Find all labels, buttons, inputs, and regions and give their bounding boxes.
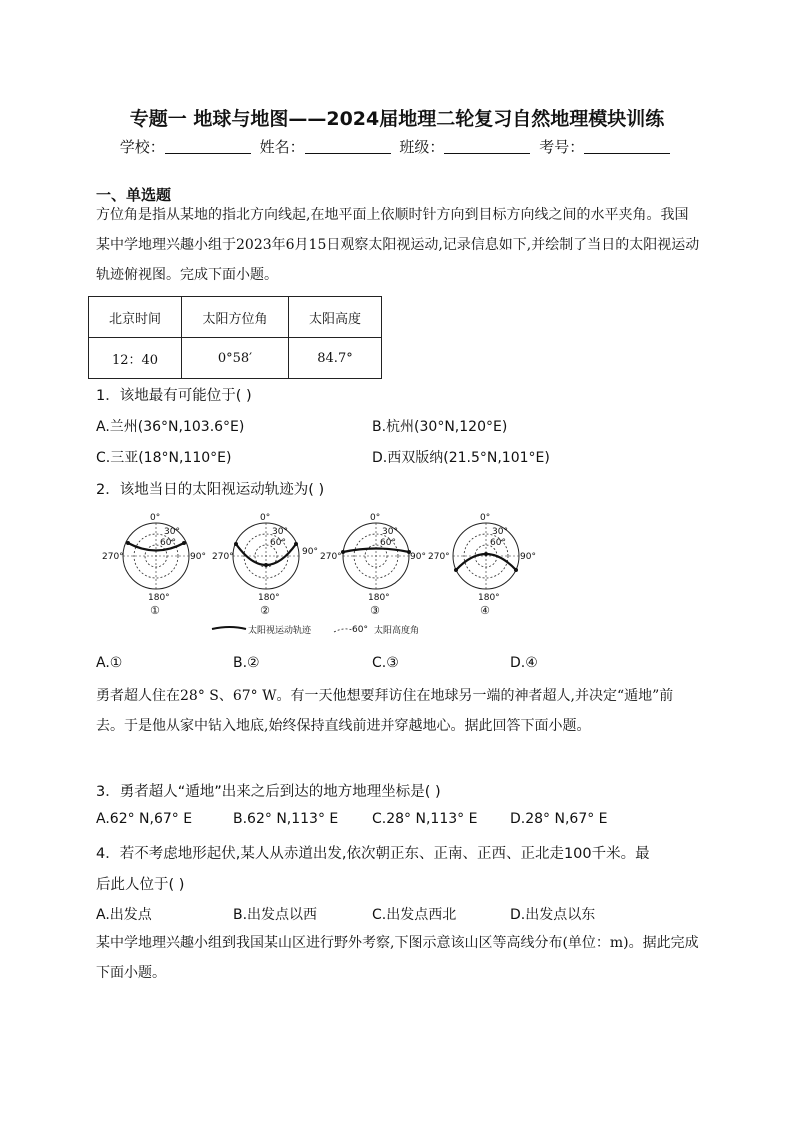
outer-ring-label: 60° bbox=[380, 538, 396, 548]
intro-paragraph-3: 某中学地理兴趣小组到我国某山区进行野外考察,下图示意该山区等高线分布(单位：m)。据此完成下面小题。 bbox=[96, 935, 699, 981]
inner-ring-label: 30° bbox=[272, 527, 288, 537]
q4-option-d[interactable]: D.出发点以东 bbox=[510, 907, 596, 923]
sun-path-diagrams bbox=[102, 508, 542, 644]
question-4-stem-line2: 后此人位于( ) bbox=[96, 877, 185, 893]
west-label: 270° bbox=[320, 552, 342, 562]
east-label: 90° bbox=[190, 552, 206, 562]
school-blank[interactable] bbox=[165, 139, 251, 154]
outer-ring-label: 60° bbox=[270, 538, 286, 548]
q3-option-d[interactable]: D.28° N,67° E bbox=[510, 811, 608, 827]
exam-number-label: 考号： bbox=[539, 138, 585, 156]
question-4-stem-line1: 4．若不考虑地形起伏,某人从赤道出发,依次朝正东、正南、正西、正北走100千米。最 bbox=[96, 846, 650, 862]
south-label: 180° bbox=[478, 593, 500, 603]
q3-option-b[interactable]: B.62° N,113° E bbox=[233, 811, 339, 827]
west-label: 270° bbox=[212, 552, 234, 562]
q1-option-d[interactable]: D.西双版纳(21.5°N,101°E) bbox=[372, 450, 550, 466]
table-header-row bbox=[89, 297, 382, 338]
observation-table bbox=[88, 296, 382, 379]
q3-option-c[interactable]: C.28° N,113° E bbox=[372, 811, 478, 827]
class-label: 班级： bbox=[399, 138, 445, 156]
q4-option-a[interactable]: A.出发点 bbox=[96, 907, 152, 923]
q1-option-c[interactable]: C.三亚(18°N,110°E) bbox=[96, 450, 232, 466]
student-info-fields bbox=[0, 136, 794, 157]
q4-option-c[interactable]: C.出发点西北 bbox=[372, 907, 457, 923]
school-label: 学校： bbox=[119, 138, 165, 156]
q2-option-b[interactable]: B.② bbox=[233, 655, 260, 671]
inner-ring-label: 30° bbox=[492, 527, 508, 537]
q4-option-b[interactable]: B.出发点以西 bbox=[233, 907, 318, 923]
sun-path-diagram-2 bbox=[212, 513, 318, 617]
intro-paragraph-2: 勇者超人住在28° S、67° W。有一天他想要拜访住在地球另一端的神者超人,并决定“遁地”前去。于是他从家中钻入地底,始终保持直线前进并穿越地心。据此回答下面小题。 bbox=[96, 688, 674, 734]
diagram-legend bbox=[212, 624, 419, 636]
question-3-stem: 3．勇者超人“遁地”出来之后到达的地方地理坐标是( ) bbox=[96, 784, 441, 800]
north-label: 0° bbox=[260, 513, 271, 523]
table-header-cell: 太阳方位角 bbox=[182, 297, 289, 338]
q2-option-d[interactable]: D.④ bbox=[510, 655, 538, 671]
q2-option-c[interactable]: C.③ bbox=[372, 655, 399, 671]
sun-path-diagram-4 bbox=[428, 513, 536, 617]
table-cell: 84.7° bbox=[289, 338, 382, 379]
q1-option-a[interactable]: A.兰州(36°N,103.6°E) bbox=[96, 419, 245, 435]
east-label: 90° bbox=[520, 552, 536, 562]
legend-track-label: 太阳视运动轨迹 bbox=[248, 626, 312, 636]
diagram-number: ① bbox=[150, 604, 160, 617]
legend-altitude-value: 60° bbox=[352, 625, 368, 635]
sun-path-diagram-3 bbox=[320, 513, 426, 617]
outer-ring-label: 60° bbox=[490, 538, 506, 548]
name-blank[interactable] bbox=[305, 139, 391, 154]
diagram-number: ② bbox=[260, 604, 270, 617]
q2-option-a[interactable]: A.① bbox=[96, 655, 123, 671]
south-label: 180° bbox=[368, 593, 390, 603]
diagram-number: ④ bbox=[480, 604, 490, 617]
table-cell: 12：40 bbox=[89, 338, 182, 379]
question-1-stem: 1．该地最有可能位于( ) bbox=[96, 388, 252, 404]
north-label: 0° bbox=[150, 513, 161, 523]
north-label: 0° bbox=[370, 513, 381, 523]
section-heading: 一、单选题 bbox=[96, 186, 172, 204]
q1-option-b[interactable]: B.杭州(30°N,120°E) bbox=[372, 419, 508, 435]
diagram-number: ③ bbox=[370, 604, 380, 617]
table-row bbox=[89, 338, 382, 379]
sun-path-diagram-1 bbox=[102, 513, 206, 617]
east-label: 90° bbox=[302, 547, 318, 557]
north-label: 0° bbox=[480, 513, 491, 523]
q3-option-a[interactable]: A.62° N,67° E bbox=[96, 811, 193, 827]
table-header-cell: 太阳高度 bbox=[289, 297, 382, 338]
exam-number-blank[interactable] bbox=[584, 139, 670, 154]
page-title: 专题一 地球与地图——2024届地理二轮复习自然地理模块训练 bbox=[129, 108, 665, 130]
outer-ring-label: 60° bbox=[160, 538, 176, 548]
south-label: 180° bbox=[148, 593, 170, 603]
west-label: 270° bbox=[428, 552, 450, 562]
class-blank[interactable] bbox=[444, 139, 530, 154]
west-label: 270° bbox=[102, 552, 124, 562]
south-label: 180° bbox=[258, 593, 280, 603]
inner-ring-label: 30° bbox=[164, 527, 180, 537]
east-label: 90° bbox=[410, 552, 426, 562]
inner-ring-label: 30° bbox=[382, 527, 398, 537]
question-2-stem: 2．该地当日的太阳视运动轨迹为( ) bbox=[96, 482, 325, 498]
name-label: 姓名： bbox=[259, 138, 305, 156]
legend-altitude-label: 太阳高度角 bbox=[374, 626, 420, 636]
intro-paragraph-1: 方位角是指从某地的指北方向线起,在地平面上依顺时针方向到目标方向线之间的水平夹角。我国某中学地理兴趣小组于2023年6月15日观察太阳视运动,记录信息如下,并绘制了当日的太阳视运动轨迹俯视图。完成下面小题。 bbox=[96, 207, 700, 283]
table-cell: 0°58′ bbox=[182, 338, 289, 379]
table-header-cell: 北京时间 bbox=[89, 297, 182, 338]
